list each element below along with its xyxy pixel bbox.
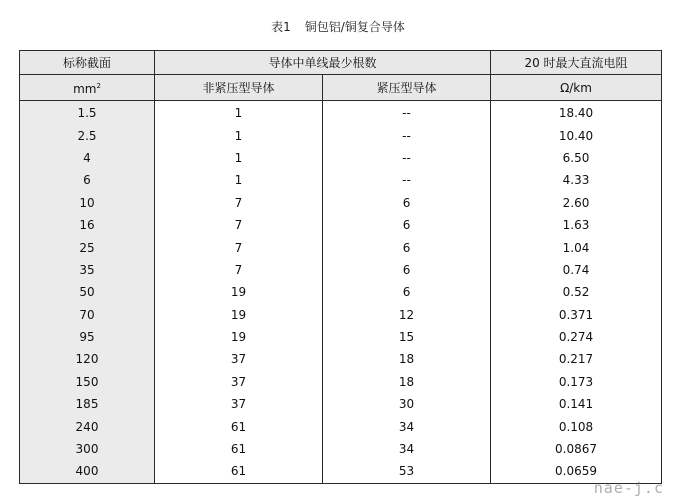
table-row [20, 460, 662, 483]
table-row [20, 304, 662, 326]
cell-compact: 6 [323, 259, 491, 281]
cell-noncompact: 19 [155, 281, 323, 303]
cell-compact: 34 [323, 438, 491, 460]
cell-section: 25 [20, 236, 155, 258]
cell-compact: 53 [323, 460, 491, 483]
cell-section: 300 [20, 438, 155, 460]
table-number: 表1 [271, 20, 291, 34]
cell-compact: 34 [323, 415, 491, 437]
header-section: 标称截面 [20, 51, 155, 75]
cell-noncompact: 1 [155, 169, 323, 191]
cell-noncompact: 19 [155, 326, 323, 348]
cell-section: 2.5 [20, 124, 155, 146]
cell-section: 400 [20, 460, 155, 483]
table-row [20, 124, 662, 146]
table-caption [0, 19, 676, 35]
cell-section: 16 [20, 214, 155, 236]
cell-resistance: 0.0867 [491, 438, 662, 460]
cell-section: 185 [20, 393, 155, 415]
cell-resistance: 0.274 [491, 326, 662, 348]
table-row [20, 236, 662, 258]
cell-noncompact: 37 [155, 393, 323, 415]
cell-compact: 6 [323, 214, 491, 236]
cell-resistance: 2.60 [491, 192, 662, 214]
cell-section: 120 [20, 348, 155, 370]
table-row [20, 348, 662, 370]
cell-noncompact: 1 [155, 147, 323, 169]
cell-noncompact: 7 [155, 192, 323, 214]
cell-noncompact: 7 [155, 214, 323, 236]
cell-resistance: 1.04 [491, 236, 662, 258]
table-title: 铜包铝/铜复合导体 [304, 20, 405, 34]
cell-section: 10 [20, 192, 155, 214]
table-row [20, 281, 662, 303]
cell-resistance: 4.33 [491, 169, 662, 191]
cell-noncompact: 37 [155, 371, 323, 393]
section-unit-text: mm [73, 82, 97, 96]
cell-noncompact: 1 [155, 101, 323, 125]
cell-section: 95 [20, 326, 155, 348]
cell-resistance: 0.371 [491, 304, 662, 326]
cell-section: 240 [20, 415, 155, 437]
cell-compact: 6 [323, 236, 491, 258]
cell-section: 35 [20, 259, 155, 281]
table-row [20, 214, 662, 236]
watermark: nae-j.c [593, 479, 664, 497]
cell-resistance: 6.50 [491, 147, 662, 169]
header-section-unit [20, 75, 155, 101]
header-row-1 [20, 51, 662, 75]
cell-resistance: 0.217 [491, 348, 662, 370]
cell-noncompact: 61 [155, 415, 323, 437]
cell-section: 50 [20, 281, 155, 303]
cell-noncompact: 61 [155, 460, 323, 483]
table-header [20, 51, 662, 101]
cell-noncompact: 37 [155, 348, 323, 370]
cell-compact: -- [323, 147, 491, 169]
conductor-spec-table [19, 50, 662, 484]
header-resistance: 20 时最大直流电阻 [491, 51, 662, 75]
cell-compact: 30 [323, 393, 491, 415]
cell-resistance: 18.40 [491, 101, 662, 125]
table-row [20, 101, 662, 125]
cell-section: 1.5 [20, 101, 155, 125]
cell-compact: 18 [323, 371, 491, 393]
cell-resistance: 0.108 [491, 415, 662, 437]
cell-noncompact: 1 [155, 124, 323, 146]
section-unit-sup: 2 [96, 82, 101, 90]
cell-resistance: 0.52 [491, 281, 662, 303]
cell-noncompact: 19 [155, 304, 323, 326]
cell-resistance: 0.141 [491, 393, 662, 415]
cell-noncompact: 61 [155, 438, 323, 460]
cell-compact: -- [323, 101, 491, 125]
cell-compact: -- [323, 169, 491, 191]
table-row [20, 192, 662, 214]
table-row [20, 393, 662, 415]
cell-compact: 6 [323, 281, 491, 303]
cell-section: 4 [20, 147, 155, 169]
table-row [20, 326, 662, 348]
table-body [20, 101, 662, 484]
header-noncompact: 非紧压型导体 [155, 75, 323, 101]
table-row [20, 415, 662, 437]
cell-resistance: 0.74 [491, 259, 662, 281]
cell-resistance: 1.63 [491, 214, 662, 236]
cell-section: 6 [20, 169, 155, 191]
table-row [20, 259, 662, 281]
header-compact: 紧压型导体 [323, 75, 491, 101]
header-row-2 [20, 75, 662, 101]
cell-compact: 15 [323, 326, 491, 348]
cell-resistance: 10.40 [491, 124, 662, 146]
cell-compact: 6 [323, 192, 491, 214]
cell-compact: -- [323, 124, 491, 146]
header-resistance-unit: Ω/km [491, 75, 662, 101]
cell-resistance: 0.173 [491, 371, 662, 393]
cell-noncompact: 7 [155, 259, 323, 281]
cell-compact: 12 [323, 304, 491, 326]
header-wire-count: 导体中单线最少根数 [155, 51, 491, 75]
cell-compact: 18 [323, 348, 491, 370]
cell-resistance: 0.0659 [491, 460, 662, 483]
cell-section: 70 [20, 304, 155, 326]
cell-section: 150 [20, 371, 155, 393]
table-row [20, 169, 662, 191]
table-row [20, 438, 662, 460]
table-row [20, 371, 662, 393]
cell-noncompact: 7 [155, 236, 323, 258]
table-row [20, 147, 662, 169]
